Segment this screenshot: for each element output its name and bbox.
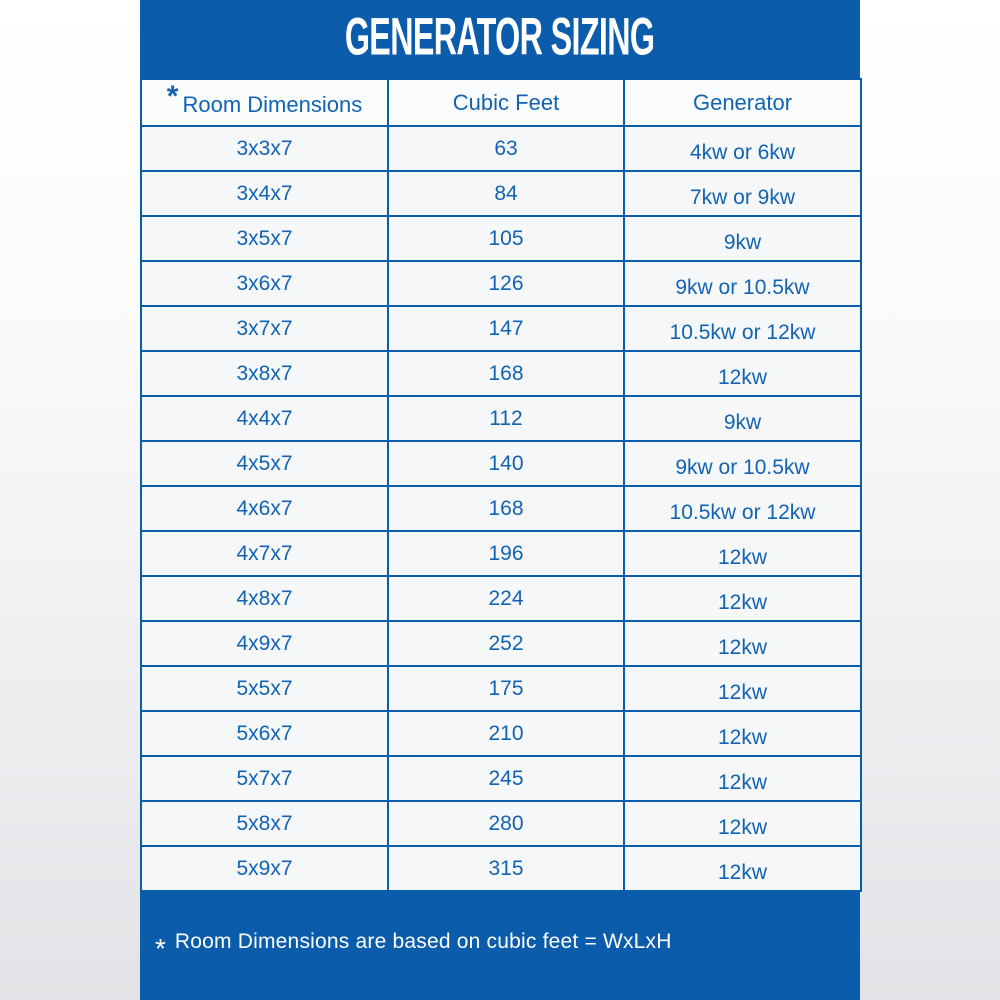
generator-cell: 10.5kw or 12kw (624, 486, 861, 531)
column-header-label: Generator (692, 89, 793, 115)
table-row (141, 171, 861, 216)
room-dimensions-cell: 4x9x7 (141, 621, 388, 666)
cubic-feet-cell: 105 (388, 216, 624, 261)
generator-sizing-panel (140, 0, 860, 1000)
table-row (141, 846, 861, 891)
generator-cell: 9kw or 10.5kw (624, 261, 861, 306)
cubic-feet-cell: 147 (388, 306, 624, 351)
table-body (141, 126, 861, 891)
room-dimensions-cell: 3x5x7 (141, 216, 388, 261)
room-dimensions-cell: 4x7x7 (141, 531, 388, 576)
room-dimensions-cell: 3x6x7 (141, 261, 388, 306)
title-band (140, 0, 860, 78)
table-row (141, 666, 861, 711)
generator-cell: 12kw (624, 801, 861, 846)
cubic-feet-cell: 252 (388, 621, 624, 666)
table-row (141, 396, 861, 441)
room-dimensions-cell: 5x7x7 (141, 756, 388, 801)
cubic-feet-cell: 196 (388, 531, 624, 576)
room-dimensions-cell: 3x8x7 (141, 351, 388, 396)
table-row (141, 576, 861, 621)
column-header-cubic-feet (388, 79, 624, 126)
generator-cell: 7kw or 9kw (624, 171, 861, 216)
room-dimensions-cell: 3x3x7 (141, 126, 388, 171)
table-row (141, 351, 861, 396)
column-header-label: Room Dimensions (182, 91, 363, 117)
cubic-feet-cell: 84 (388, 171, 624, 216)
cubic-feet-cell: 224 (388, 576, 624, 621)
table-row (141, 126, 861, 171)
room-dimensions-cell: 4x8x7 (141, 576, 388, 621)
table-row (141, 621, 861, 666)
generator-cell: 12kw (624, 846, 861, 891)
room-dimensions-cell: 5x9x7 (141, 846, 388, 891)
room-dimensions-cell: 5x6x7 (141, 711, 388, 756)
cubic-feet-cell: 168 (388, 351, 624, 396)
generator-cell: 12kw (624, 756, 861, 801)
cubic-feet-cell: 126 (388, 261, 624, 306)
generator-cell: 4kw or 6kw (624, 126, 861, 171)
room-dimensions-cell: 4x6x7 (141, 486, 388, 531)
table-row (141, 216, 861, 261)
cubic-feet-cell: 140 (388, 441, 624, 486)
generator-sizing-table (140, 78, 862, 892)
cubic-feet-cell: 112 (388, 396, 624, 441)
cubic-feet-cell: 63 (388, 126, 624, 171)
room-dimensions-cell: 5x8x7 (141, 801, 388, 846)
footnote-text: Room Dimensions are based on cubic feet = WxLxH (174, 930, 672, 953)
generator-cell: 9kw or 10.5kw (624, 441, 861, 486)
table-row (141, 756, 861, 801)
table-row (141, 486, 861, 531)
table-row (141, 531, 861, 576)
table-row (141, 711, 861, 756)
column-header-room-dimensions (141, 79, 388, 126)
generator-cell: 12kw (624, 351, 861, 396)
cubic-feet-cell: 280 (388, 801, 624, 846)
cubic-feet-cell: 210 (388, 711, 624, 756)
page-title: GENERATOR SIZING (345, 7, 655, 67)
cubic-feet-cell: 315 (388, 846, 624, 891)
table-row (141, 306, 861, 351)
table-row (141, 441, 861, 486)
generator-cell: 12kw (624, 711, 861, 756)
generator-cell: 9kw (624, 396, 861, 441)
generator-cell: 10.5kw or 12kw (624, 306, 861, 351)
footnote: * Room Dimensions are based on cubic feet = WxLxH (155, 930, 672, 964)
header-row (141, 79, 861, 126)
room-dimensions-cell: 5x5x7 (141, 666, 388, 711)
room-dimensions-cell: 3x4x7 (141, 171, 388, 216)
room-dimensions-cell: 4x4x7 (141, 396, 388, 441)
cubic-feet-cell: 175 (388, 666, 624, 711)
table-header (141, 79, 861, 126)
room-dimensions-cell: 3x7x7 (141, 306, 388, 351)
generator-cell: 12kw (624, 621, 861, 666)
asterisk-icon: * (166, 79, 179, 113)
generator-cell: 9kw (624, 216, 861, 261)
column-header-generator (624, 79, 861, 126)
table-row (141, 801, 861, 846)
cubic-feet-cell: 245 (388, 756, 624, 801)
room-dimensions-cell: 4x5x7 (141, 441, 388, 486)
table-row (141, 261, 861, 306)
cubic-feet-cell: 168 (388, 486, 624, 531)
generator-cell: 12kw (624, 531, 861, 576)
generator-cell: 12kw (624, 666, 861, 711)
generator-cell: 12kw (624, 576, 861, 621)
column-header-label: Cubic Feet (452, 89, 560, 115)
